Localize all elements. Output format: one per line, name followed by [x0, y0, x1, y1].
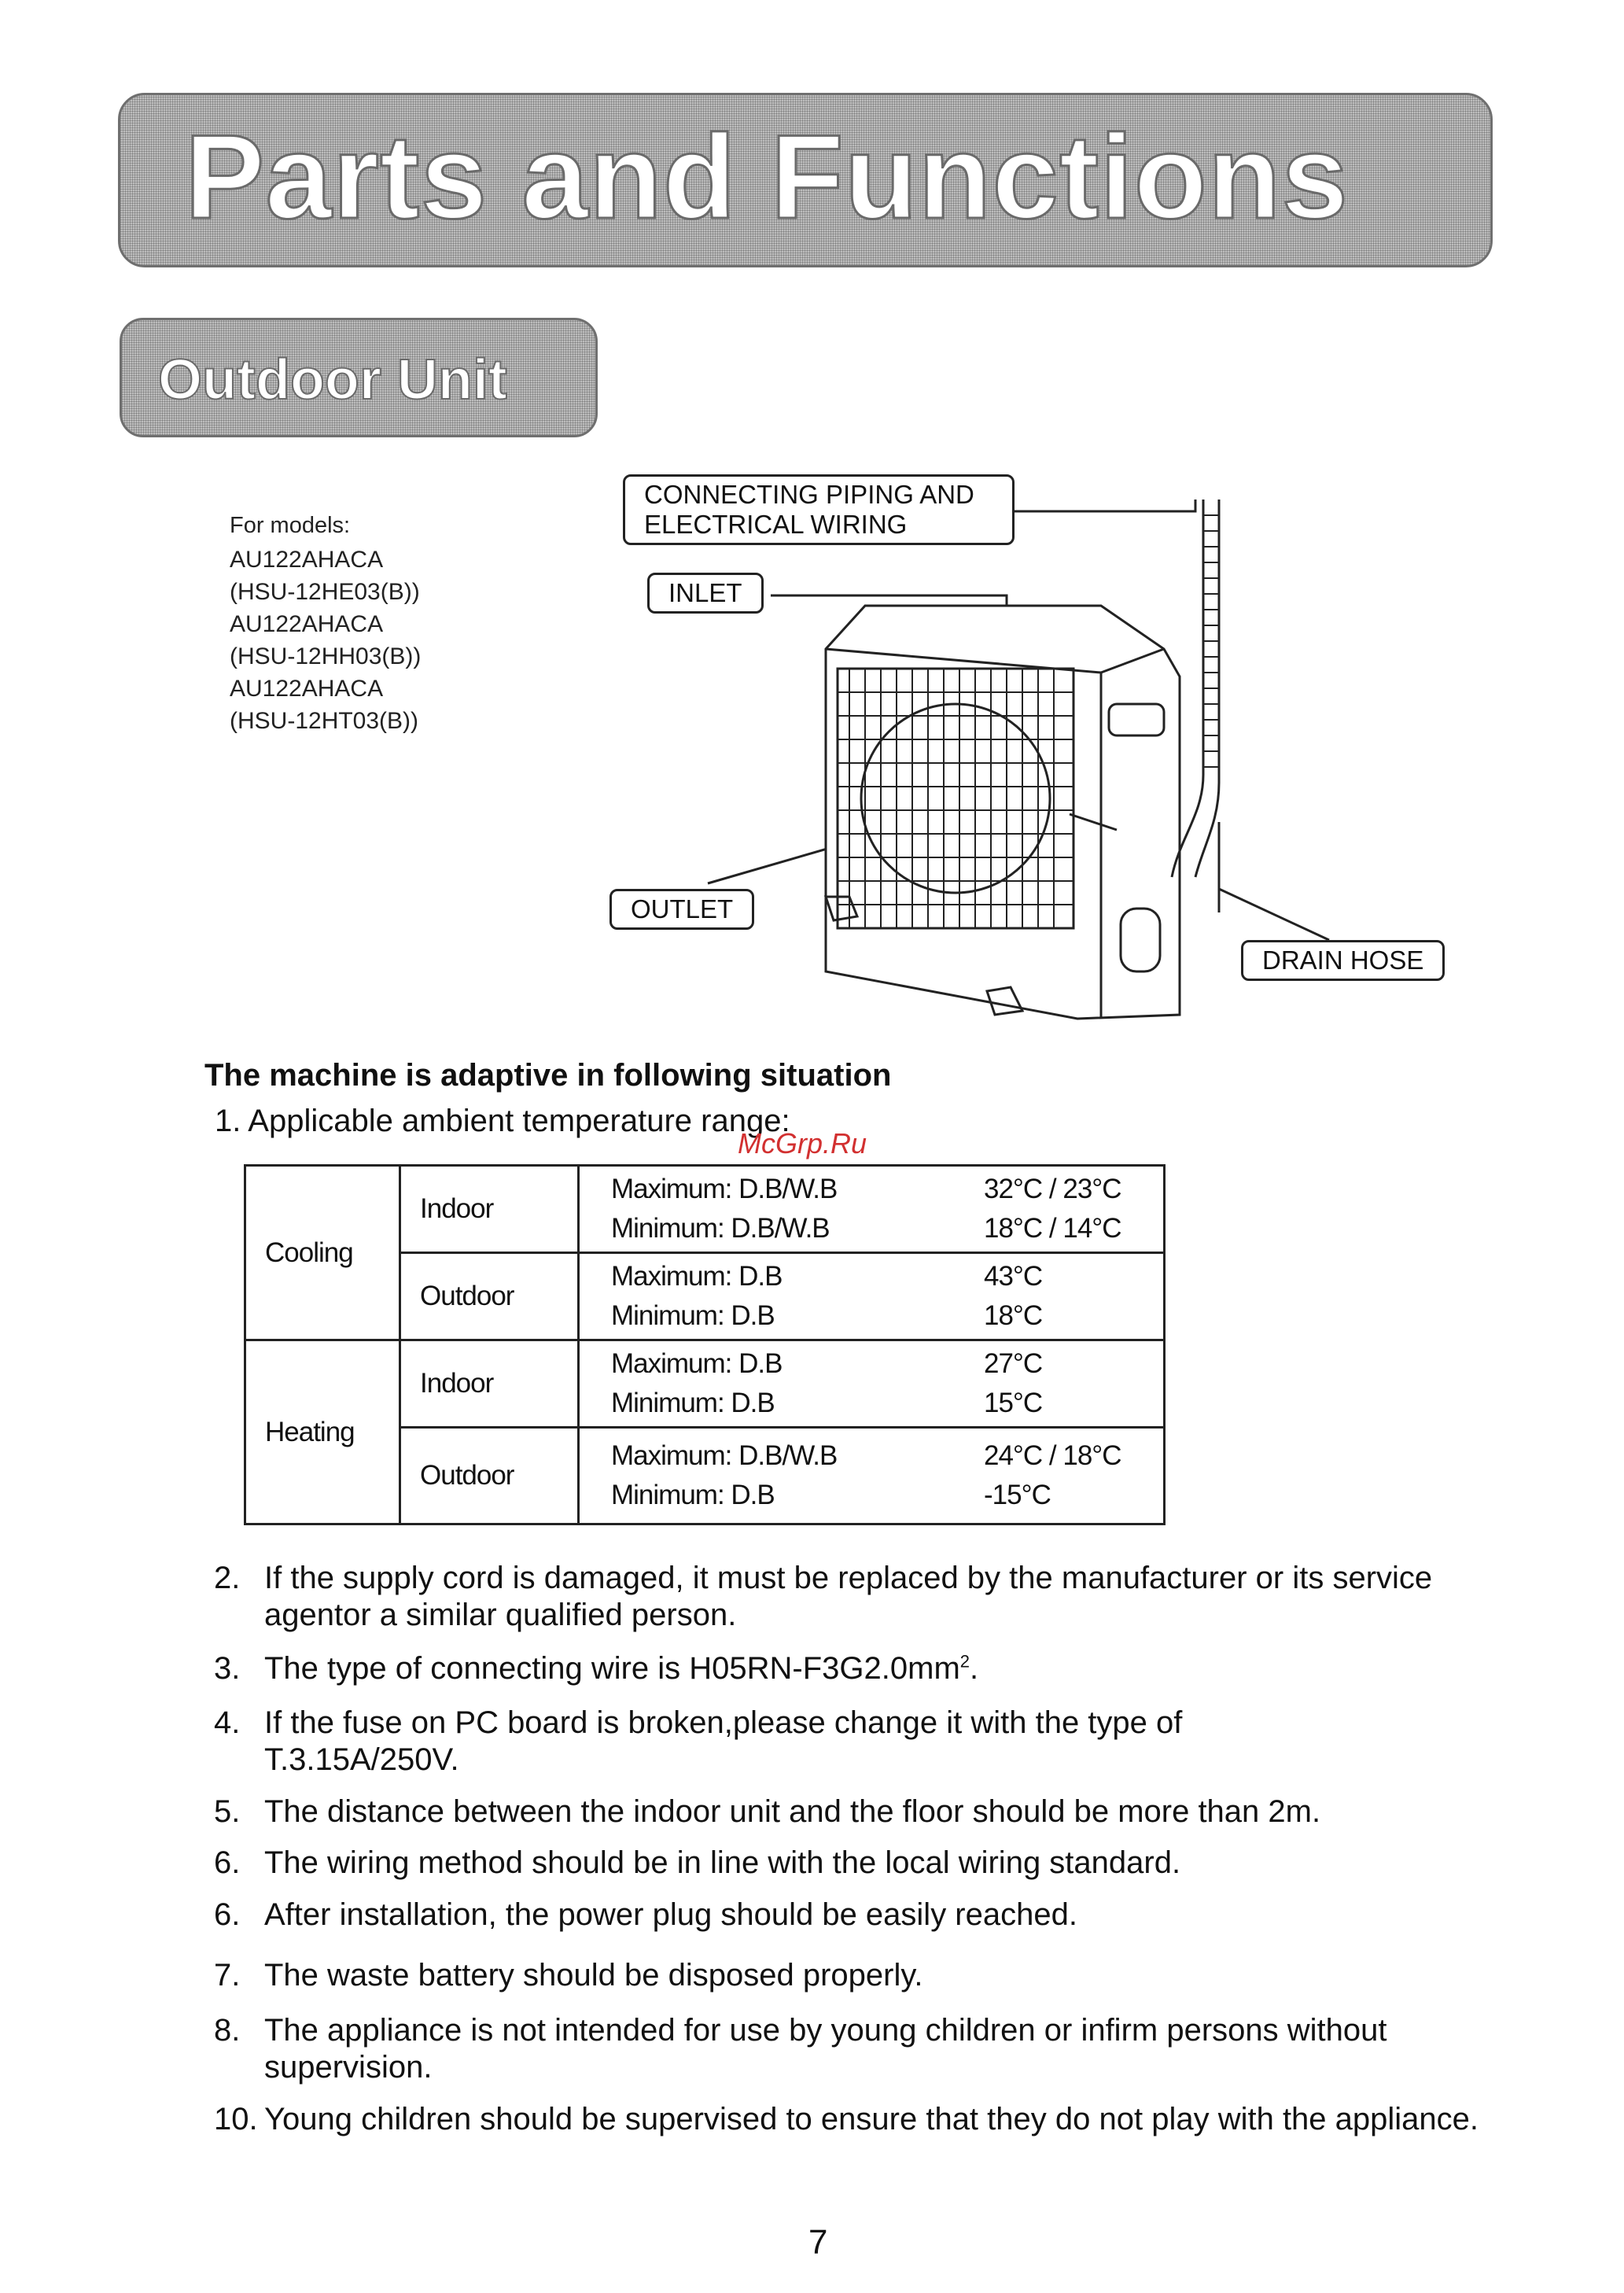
list-item — [214, 1705, 1488, 1779]
model-line: AU122AHACA — [230, 547, 384, 573]
item-number: 6. — [214, 1845, 241, 1880]
min-label: Minimum: D.B/W.B — [611, 1213, 830, 1244]
inlet-callout: INLET — [647, 573, 764, 614]
watermark: McGrp.Ru — [738, 1127, 867, 1159]
item-text: The wiring method should be in line with the local wiring standard. — [264, 1845, 1181, 1880]
condition-cell — [579, 1428, 1165, 1524]
min-value: 18°C — [984, 1300, 1043, 1331]
list-item — [214, 1957, 1488, 1994]
section-title: Outdoor Unit — [158, 348, 507, 411]
model-line: (HSU-12HH03(B)) — [230, 643, 422, 669]
model-line: AU122AHACA — [230, 676, 384, 702]
models-block — [230, 510, 421, 737]
mode-cell: Heating — [245, 1340, 400, 1524]
section-title-banner — [120, 318, 598, 437]
model-line: (HSU-12HE03(B)) — [230, 579, 420, 605]
item-text: The appliance is not intended for use by young children or infirm persons without supervision. — [264, 2013, 1387, 2085]
item-text: After installation, the power plug should be easily reached. — [264, 1897, 1077, 1932]
min-value: 15°C — [984, 1388, 1043, 1418]
piping-wiring-callout — [623, 474, 1015, 545]
max-value: 32°C / 23°C — [984, 1174, 1121, 1204]
item-number: 2. — [214, 1561, 241, 1595]
condition-cell — [579, 1340, 1165, 1428]
table-row — [245, 1340, 1165, 1428]
model-line: AU122AHACA — [230, 611, 384, 637]
list-item — [214, 2012, 1488, 2086]
outdoor-unit-diagram — [598, 468, 1479, 1034]
place-cell: Indoor — [400, 1166, 579, 1253]
temperature-range-table — [244, 1164, 1166, 1525]
conditions-heading: The machine is adaptive in following situation — [204, 1058, 892, 1093]
max-value: 27°C — [984, 1348, 1043, 1379]
mode-cell: Cooling — [245, 1166, 400, 1340]
item-text: If the fuse on PC board is broken,please change it with the type of T.3.15A/250V. — [264, 1705, 1183, 1777]
page-title-banner — [118, 93, 1493, 267]
superscript-2: 2 — [959, 1651, 970, 1672]
period: . — [970, 1651, 979, 1686]
max-label: Maximum: D.B/W.B — [611, 1174, 838, 1204]
min-label: Minimum: D.B — [611, 1480, 775, 1510]
wire-type-text: The type of connecting wire is H05RN-F3G2.0mm — [264, 1651, 960, 1686]
table-row — [245, 1166, 1165, 1253]
place-cell: Outdoor — [400, 1428, 579, 1524]
min-label: Minimum: D.B — [611, 1388, 775, 1418]
item-number: 4. — [214, 1705, 241, 1740]
list-item — [214, 1560, 1488, 1634]
piping-callout-line1: CONNECTING PIPING AND — [644, 480, 974, 509]
list-item — [214, 1897, 1488, 1934]
item-text: The waste battery should be disposed properly. — [264, 1958, 923, 1993]
place-cell: Indoor — [400, 1340, 579, 1428]
list-item-1: 1. Applicable ambient temperature range: — [215, 1104, 790, 1138]
item-text — [264, 1650, 1488, 1687]
list-item — [214, 1793, 1488, 1830]
models-label: For models: — [230, 513, 351, 538]
condition-cell — [579, 1166, 1165, 1253]
min-value: -15°C — [984, 1480, 1051, 1510]
max-value: 24°C / 18°C — [984, 1440, 1121, 1471]
place-cell: Outdoor — [400, 1253, 579, 1340]
item-number: 5. — [214, 1794, 241, 1829]
condition-cell — [579, 1253, 1165, 1340]
max-label: Maximum: D.B — [611, 1348, 783, 1379]
model-line: (HSU-12HT03(B)) — [230, 708, 419, 734]
item-number: 8. — [214, 2013, 241, 2048]
max-label: Maximum: D.B — [611, 1261, 783, 1292]
outlet-callout: OUTLET — [609, 889, 754, 930]
item-number: 10. — [214, 2102, 258, 2136]
piping-callout-line2: ELECTRICAL WIRING — [644, 510, 908, 539]
list-item — [214, 2101, 1488, 2138]
min-label: Minimum: D.B — [611, 1300, 775, 1331]
item-text: The distance between the indoor unit and the floor should be more than 2m. — [264, 1794, 1321, 1829]
list-item — [214, 1650, 1488, 1687]
max-label: Maximum: D.B/W.B — [611, 1440, 838, 1471]
item-number: 6. — [214, 1897, 241, 1932]
page-title: Parts and Functions — [185, 110, 1350, 244]
item-text: Young children should be supervised to ensure that they do not play with the appliance. — [264, 2102, 1479, 2136]
min-value: 18°C / 14°C — [984, 1213, 1121, 1244]
list-item — [214, 1845, 1488, 1882]
item-number: 7. — [214, 1958, 241, 1993]
max-value: 43°C — [984, 1261, 1043, 1292]
drain-hose-callout: DRAIN HOSE — [1241, 940, 1445, 981]
page-number: 7 — [808, 2223, 828, 2262]
item-number: 3. — [214, 1651, 241, 1686]
item-text: If the supply cord is damaged, it must be replaced by the manufacturer or its service agentor a similar qualified person. — [264, 1561, 1433, 1632]
